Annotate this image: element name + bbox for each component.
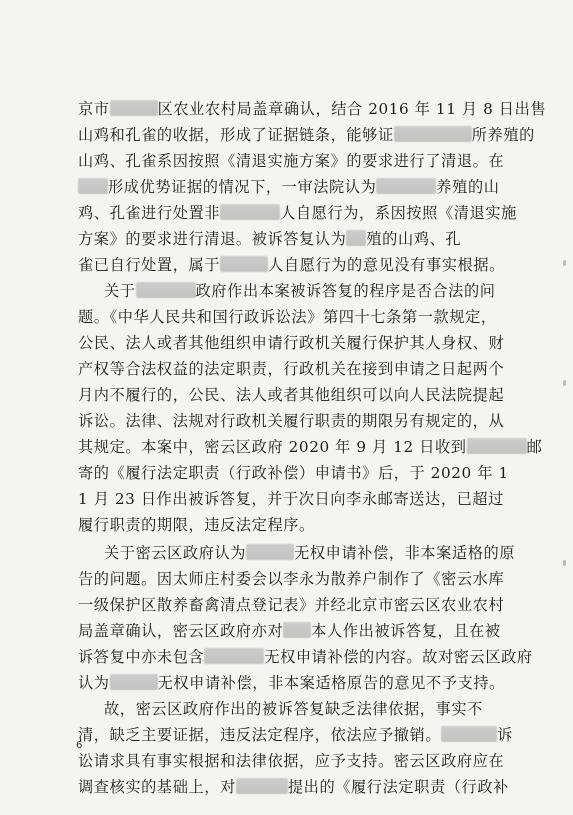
text-line <box>78 512 315 538</box>
text-segment: 关于密云区政府认为 <box>104 544 247 562</box>
text-segment: 京市 <box>78 100 110 118</box>
text-segment: 形成优势证据的情况下，一审法院认为 <box>108 178 377 196</box>
text-line <box>78 200 517 226</box>
redacted-text <box>204 648 264 664</box>
text-segment: 调查核实的基础上，对 <box>78 778 236 796</box>
redacted-text <box>236 778 288 794</box>
text-line <box>78 644 533 670</box>
text-segment: 人自愿行为，系因按照《清退实施 <box>280 204 517 222</box>
text-line <box>78 748 504 774</box>
text-segment: 寄的《履行法定职责（行政补偿）申请书》后，于 2020 年 1 <box>78 464 509 482</box>
text-line <box>78 122 535 148</box>
text-line <box>78 460 509 486</box>
text-segment: 区农业农村局盖章确认，结合 2016 年 11 月 8 日出售 <box>157 100 547 118</box>
text-line <box>78 252 505 278</box>
redacted-text <box>346 230 366 246</box>
scan-specks <box>563 260 569 640</box>
text-segment: 山鸡、孔雀系因按照《清退实施方案》的要求进行了清退。在 <box>78 152 505 170</box>
text-segment: 产权等合法权益的法定职责，行政机关在接到申请之日起两个 <box>78 360 505 378</box>
redacted-text <box>394 126 472 142</box>
text-segment: 月内不履行的，公民、法人或者其他组织可以向人民法院提起 <box>78 386 505 404</box>
text-segment: 诉讼。法律、法规对行政机关履行职责的期限另有规定的，从 <box>78 412 505 430</box>
text-line <box>78 226 461 252</box>
redacted-text <box>246 544 294 560</box>
redacted-text <box>283 622 311 638</box>
redacted-text <box>78 178 108 194</box>
text-segment: 局盖章确认，密云区政府亦对 <box>78 622 284 640</box>
redacted-text <box>441 726 497 742</box>
text-segment: 政府作出本案被诉答复的程序是否合法的问 <box>195 282 496 300</box>
redacted-text <box>220 204 280 220</box>
redacted-text <box>110 100 158 116</box>
text-line <box>104 540 515 566</box>
text-segment: 殖的山鸡、孔 <box>366 230 462 248</box>
text-segment: 关于 <box>104 282 136 300</box>
text-segment: 本人作出被诉答复，且在被 <box>311 622 501 640</box>
text-line <box>78 774 509 800</box>
text-segment: 诉答复中亦未包含 <box>78 648 205 666</box>
redacted-text <box>376 178 436 194</box>
text-line <box>78 356 504 382</box>
text-line <box>78 670 505 696</box>
text-segment: 清，缺乏主要证据，违反法定程序，依法应予撤销。 <box>78 726 442 744</box>
text-line <box>78 722 513 748</box>
text-segment: 无权申请补偿，非本案适格的原 <box>294 544 516 562</box>
text-segment: 一级保护区散养畜禽清点登记表》并经北京市密云区农业农村 <box>78 596 505 614</box>
text-segment: 公民、法人或者其他组织申请行政机关履行保护其人身权、财 <box>78 334 505 352</box>
text-segment: 告的问题。因太师庄村委会以李永为散养户制作了《密云水库 <box>78 570 505 588</box>
redacted-text <box>110 674 158 690</box>
text-line <box>78 148 504 174</box>
text-segment: 鸡、孔雀进行处置非 <box>78 204 221 222</box>
text-segment: 山鸡和孔雀的收据，形成了证据链条，能够证 <box>78 126 394 144</box>
text-segment: 题。《中华人民共和国行政诉讼法》第四十七条第一款规定， <box>78 308 497 326</box>
text-line <box>78 408 504 434</box>
text-segment: 无权申请补偿的内容。故对密云区政府 <box>264 648 533 666</box>
text-segment: 人自愿行为的意见没有事实根据。 <box>268 256 505 274</box>
text-segment: 其规定。本案中，密云区政府 2020 年 9 月 12 日收到 <box>78 438 467 456</box>
text-segment: 履行职责的期限，违反法定程序。 <box>78 516 315 534</box>
text-segment: 邮 <box>526 438 543 456</box>
text-line <box>78 174 500 200</box>
text-line <box>78 566 504 592</box>
text-line <box>78 486 504 512</box>
text-segment: 所养殖的 <box>471 126 535 144</box>
text-line <box>104 278 496 304</box>
redacted-text <box>467 438 527 454</box>
redacted-text <box>136 282 196 298</box>
text-line <box>78 382 504 408</box>
page-number: 6 <box>76 740 83 751</box>
text-line <box>78 330 504 356</box>
text-segment: 雀已自行处置，属于 <box>78 256 221 274</box>
text-line <box>78 304 497 330</box>
text-segment: 讼请求具有事实根据和法律依据，应予支持。密云区政府应在 <box>78 752 505 770</box>
text-line <box>104 696 483 722</box>
text-line <box>78 434 542 460</box>
redacted-text <box>220 256 268 272</box>
text-segment: 诉 <box>497 726 513 744</box>
text-segment: 1 月 23 日作出被诉答复，并于次日向李永邮寄送达，已超过 <box>78 490 504 508</box>
text-line <box>78 592 504 618</box>
text-segment: 提出的《履行法定职责（行政补 <box>287 778 509 796</box>
text-segment: 方案》的要求进行清退。被诉答复认为 <box>78 230 347 248</box>
text-line <box>78 96 546 122</box>
text-line <box>78 618 501 644</box>
text-segment: 无权申请补偿，非本案适格原告的意见不予支持。 <box>157 674 505 692</box>
text-segment: 养殖的山 <box>436 178 500 196</box>
text-segment: 故，密云区政府作出的被诉答复缺乏法律依据，事实不 <box>104 700 483 718</box>
text-segment: 认为 <box>78 674 110 692</box>
